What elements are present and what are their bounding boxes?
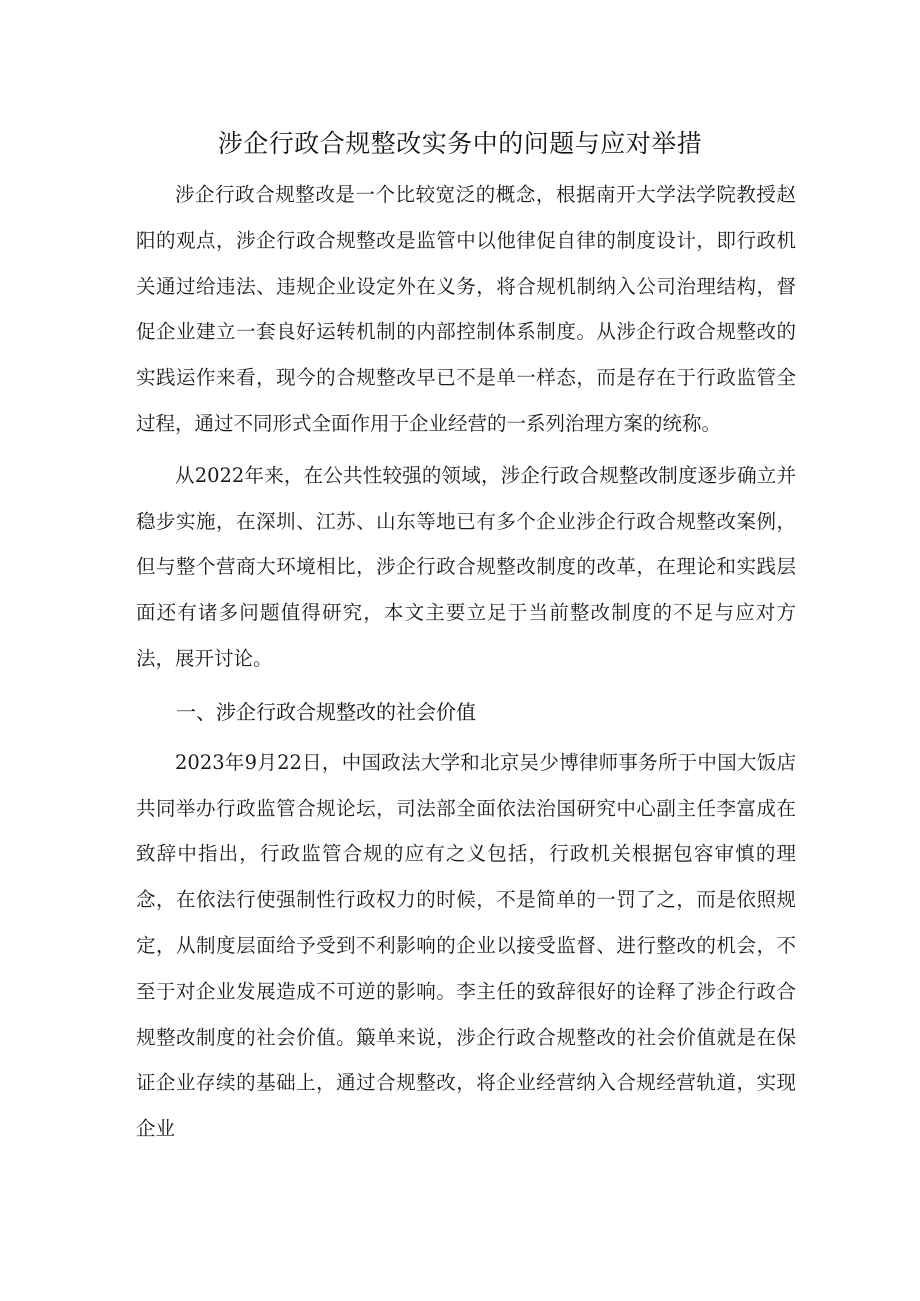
body-paragraph-2: 从2022年来，在公共性较强的领域，涉企行政合规整改制度逐步确立并稳步实施，在深圳、江苏、山东等地已有多个企业涉企行政合规整改案例，但与整个营商大环境相比，涉企行政合规整改制度的改革，在理论和实践层面还有诸多问题值得研究，本文主要立足于当前整改制度的不足与应对方法，展开讨论。 <box>136 463 796 670</box>
section-paragraph-1: 2023年9月22日，中国政法大学和北京吴少博律师事务所于中国大饭店共同举办行政监管合规论坛，司法部全面依法治国研究中心副主任李富成在致辞中指出，行政监管合规的应有之义包括，行政机关根据包容审慎的理念，在依法行使强制性行政权力的时候，不是简单的一罚了之，而是依照规定，从制度层面给予受到不利影响的企业以接受监督、进行整改的机会，不至于对企业发展造成不可逆的影响。李主任的致辞很好的诠释了涉企行政合规整改制度的社会价值。簸单来说，涉企行政合规整改的社会价值就是在保证企业存续的基础上，通过合规整改，将企业经营纳入合规经营轨道，实现企业 <box>136 750 796 1141</box>
section-heading: 一、涉企行政合规整改的社会价值 <box>176 699 476 724</box>
document-body <box>136 172 796 1158</box>
body-paragraph-1: 涉企行政合规整改是一个比较宽泛的概念，根据南开大学法学院教授赵阳的观点，涉企行政合规整改是监管中以他律促自律的制度设计，即行政机关通过给违法、违规企业设定外在义务，将合规机制纳入公司治理结构，督促企业建立一套良好运转机制的内部控制体系制度。从涉企行政合规整改的实践运作来看，现今的合规整改早已不是单一样态，而是存在于行政监管全过程，通过不同形式全面作用于企业经营的一系列治理方案的统称。 <box>136 183 796 435</box>
document-title: 涉企行政合规整改实务中的问题与应对举措 <box>217 129 703 158</box>
